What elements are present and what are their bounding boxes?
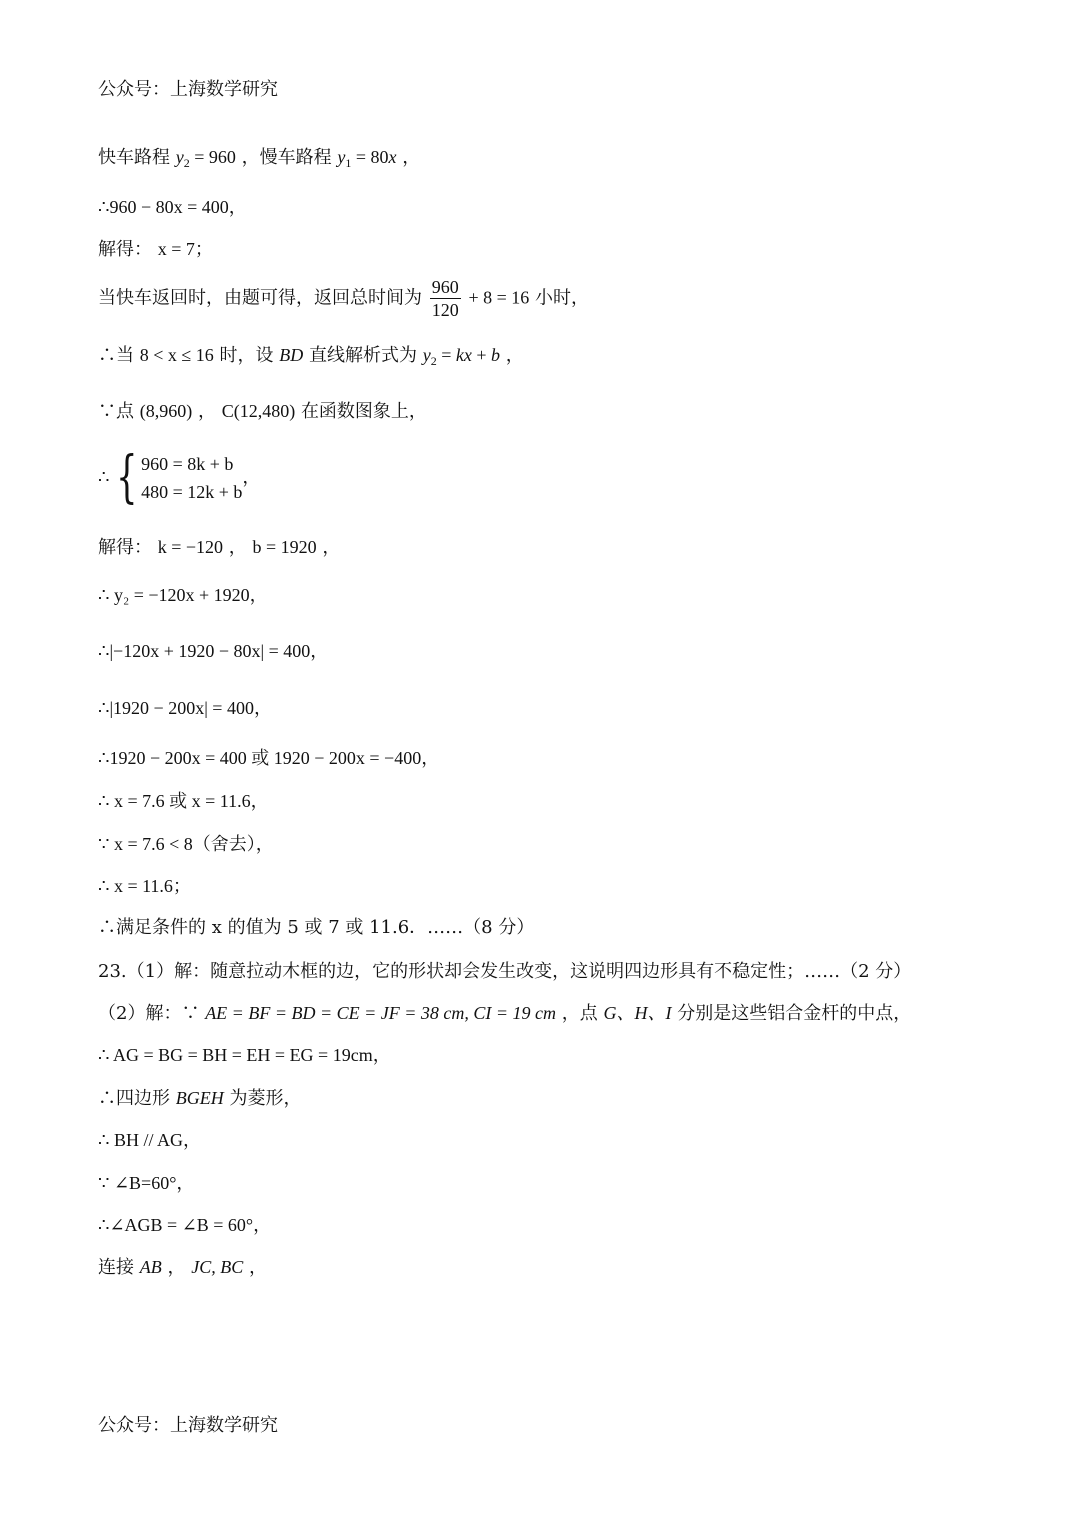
line-lengths: ∴ AG = BG = BH = EH = EG = 19cm， xyxy=(98,1045,391,1065)
math: b = 1920 xyxy=(252,537,317,557)
numerator: 960 xyxy=(431,277,459,297)
line-angle-b: ∵ ∠B=60°， xyxy=(98,1173,195,1193)
line-reject: ∵ x = 7.6 < 8（舍去）， xyxy=(98,834,274,854)
text: 解得： xyxy=(98,537,152,558)
text: ， xyxy=(197,401,216,422)
text: ，点 xyxy=(561,1003,598,1024)
page-footer: 公众号：上海数学研究 xyxy=(98,1415,278,1436)
fraction xyxy=(430,276,461,321)
math: AE = BF = BD = CE = JF = 38 cm, CI = 19 cm xyxy=(205,1003,557,1023)
line-connect xyxy=(98,1255,267,1280)
math: G、H、I xyxy=(603,1003,672,1023)
text: ， xyxy=(402,147,421,168)
line-system: ∴ { 960 = 8k + b 480 = 12k + b ， xyxy=(98,445,261,510)
system-equation: 960 = 8k + b xyxy=(141,454,234,474)
line-solve-2 xyxy=(98,535,340,560)
text: 解得： xyxy=(98,239,152,260)
line-q23-2 xyxy=(98,1001,911,1026)
line-y2: ∴ y₂ = −120x + 1920， xyxy=(98,585,268,605)
line-rhombus xyxy=(98,1086,301,1111)
line-angle-agb: ∴∠AGB = ∠B = 60°， xyxy=(98,1215,272,1235)
text: ∴四边形 xyxy=(98,1088,170,1109)
text: 当快车返回时，由题可得，返回总时间为 xyxy=(98,287,422,309)
text: ， xyxy=(505,345,524,366)
math: JC, BC xyxy=(191,1257,244,1277)
text: 连接 xyxy=(98,1257,134,1278)
math: k = −120 xyxy=(157,537,224,557)
text: ，慢车路程 xyxy=(241,147,332,168)
text: ， xyxy=(248,1257,267,1278)
math: AB xyxy=(139,1257,162,1277)
text: 快车路程 xyxy=(98,147,170,168)
math: C(12,480) xyxy=(221,401,296,421)
text: 小时， xyxy=(535,287,590,309)
math: BGEH xyxy=(175,1088,224,1108)
line-abs-1: ∴|−120x + 1920 − 80x| = 400， xyxy=(98,641,329,661)
text: 分别是这些铝合金杆的中点， xyxy=(677,1003,912,1024)
line-x-final: ∴ x = 11.6； xyxy=(98,876,191,896)
line-points xyxy=(98,399,427,424)
system-equation: 480 = 12k + b xyxy=(141,482,243,502)
math: + 8 = 16 xyxy=(468,287,530,308)
line-return-time xyxy=(98,276,589,321)
math: (8,960) xyxy=(139,401,193,421)
text: 为菱形， xyxy=(229,1088,302,1109)
page-header: 公众号：上海数学研究 xyxy=(98,79,278,100)
line-solve-1 xyxy=(98,237,213,262)
line-cases: ∴1920 − 200x = 400 或 1920 − 200x = −400， xyxy=(98,748,440,768)
brace-icon: { xyxy=(116,445,138,510)
text: ， xyxy=(167,1257,186,1278)
text: ∵点 xyxy=(98,401,134,422)
line-bd-expression: ∴当 8 < x ≤ 16 时，设 BD 直线解析式为 $y_2$ = kx + b ， xyxy=(98,345,524,368)
line-x-values: ∴ x = 7.6 或 x = 11.6， xyxy=(98,791,269,811)
text: （2）解：∵ xyxy=(98,1003,200,1024)
text: 时，设 xyxy=(219,345,274,366)
math: x = 7 xyxy=(157,239,195,259)
math: BD xyxy=(279,345,304,365)
text: ∴当 xyxy=(98,345,134,366)
line-conclusion: ∴满足条件的 x 的值为 5 或 7 或 11.6．……（8 分） xyxy=(98,917,535,938)
line-speeds: 快车路程 $y_2 = 960$ ，慢车路程 $y_1 = 80x$ ， xyxy=(98,147,421,170)
text: ， xyxy=(322,537,341,558)
math: 8 < x ≤ 16 xyxy=(139,345,214,365)
line-q23-1: 23.（1）解：随意拉动木框的边，它的形状却会发生改变，这说明四边形具有不稳定性；……（2 分） xyxy=(98,961,912,982)
line-abs-2: ∴|1920 − 200x| = 400， xyxy=(98,698,272,718)
denominator: 120 xyxy=(431,300,459,320)
line-equation-1: ∴960 − 80x = 400， xyxy=(98,197,247,217)
text: 在函数图象上， xyxy=(300,401,427,422)
line-parallel: ∴ BH // AG， xyxy=(98,1130,201,1150)
text: ， xyxy=(228,537,247,558)
text: ； xyxy=(194,239,213,260)
text: 直线解析式为 xyxy=(308,345,417,366)
